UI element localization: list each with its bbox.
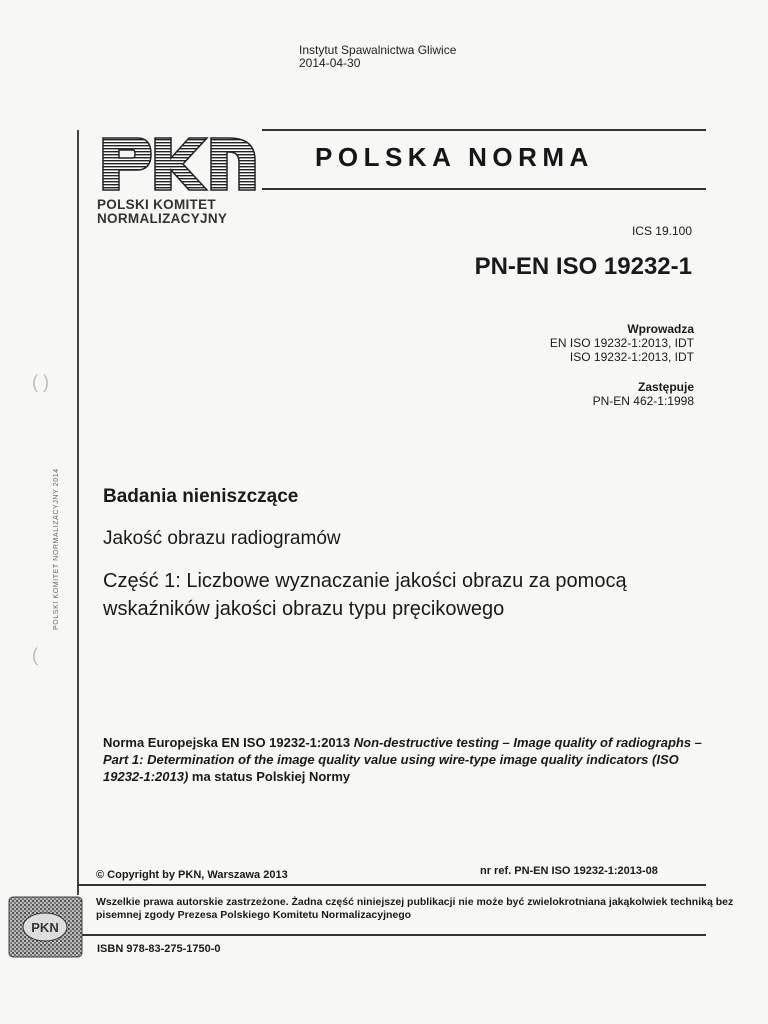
norma-suffix: ma status Polskiej Normy	[188, 769, 351, 784]
introduces-label: Wprowadza	[627, 322, 694, 336]
introduces-item: EN ISO 19232-1:2013, IDT	[549, 336, 694, 350]
reference-number: nr ref. PN-EN ISO 19232-1:2013-08	[480, 865, 658, 877]
logo-line-1: POLSKI KOMITET	[97, 197, 216, 212]
norma-note	[103, 734, 703, 785]
document-date: 2014-04-30	[299, 56, 361, 70]
introduces-item: ISO 19232-1:2013, IDT	[569, 350, 694, 364]
banner-rule	[262, 188, 706, 190]
banner-title: POLSKA NORMA	[315, 142, 594, 172]
replaces-label: Zastępuje	[637, 380, 694, 394]
isbn: ISBN 978-83-275-1750-0	[97, 943, 221, 955]
replaces-item: PN-EN 462-1:1998	[592, 394, 694, 408]
hologram-stamp-icon	[8, 896, 83, 958]
norma-english-title: Non-destructive testing – Image quality of radiographs – Part 1: Determination of the image quality value using wire-type image quality indicators (ISO 19232-1:2013)	[103, 735, 702, 784]
title-main: Badania nieniszczące	[103, 486, 299, 507]
punch-hole-mark: (	[32, 645, 38, 665]
replaces-block	[593, 380, 694, 408]
institute-name: Instytut Spawalnictwa Gliwice	[299, 43, 457, 57]
svg-text:PKN: PKN	[31, 920, 59, 935]
title-sub: Jakość obrazu radiogramów	[103, 528, 341, 549]
rights-notice: Wszelkie prawa autorskie zastrzeżone. Żadna część niniejszej publikacji nie może być zwielokrotniana jakąkolwiek techniką bez pisemnej zgody Prezesa Polskiego Komitetu Normalizacyjnego	[96, 896, 734, 921]
title-part: Część 1: Liczbowe wyznaczanie jakości obrazu za pomocą wskaźników jakości obrazu typu pręcikowego	[103, 570, 627, 620]
introduces-block	[550, 322, 694, 364]
footer-rule	[77, 884, 706, 886]
punch-hole-mark: ( )	[32, 372, 49, 392]
left-vertical-rule	[77, 130, 79, 895]
ics-code: ICS 19.100	[631, 224, 692, 238]
top-rule	[262, 129, 706, 131]
norma-prefix: Norma Europejska EN ISO 19232-1:2013	[103, 735, 354, 750]
footer-rule-2	[77, 934, 706, 936]
side-watermark: POLSKI KOMITET NORMALIZACYJNY 2014	[53, 468, 60, 630]
logo-line-2: NORMALIZACYJNY	[97, 211, 228, 226]
standard-number: PN-EN ISO 19232-1	[474, 253, 692, 280]
copyright: © Copyright by PKN, Warszawa 2013	[96, 869, 288, 881]
pkn-logo-icon	[95, 130, 260, 196]
